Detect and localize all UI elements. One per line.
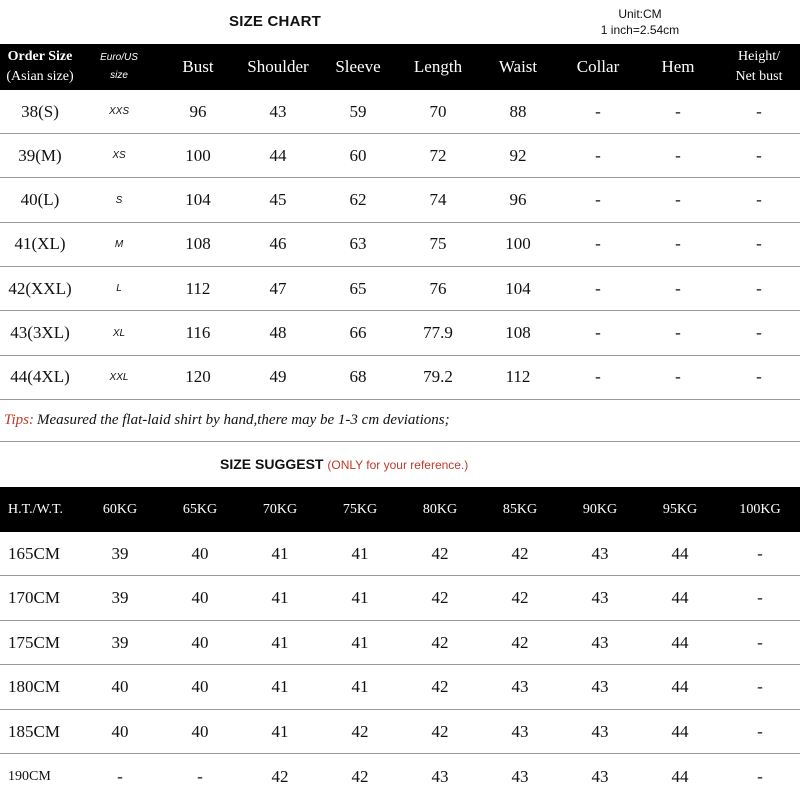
cell-shoulder: 47: [269, 278, 287, 298]
header-length: Length: [413, 57, 463, 76]
cell-size: 43: [591, 632, 609, 652]
cell-bust: 108: [185, 234, 211, 254]
cell-collar: -: [595, 323, 601, 342]
suggest-row: [0, 621, 800, 665]
cell-size: 43: [431, 766, 449, 786]
cell-size: 42: [511, 588, 529, 607]
cell-collar: -: [595, 145, 601, 165]
size-row: [0, 267, 800, 311]
header-hem: Hem: [661, 57, 695, 76]
suggest-row: [0, 710, 800, 754]
cell-height: -: [756, 234, 762, 254]
header-height-weight: H.T./W.T.: [8, 501, 63, 517]
cell-bust: 100: [185, 145, 211, 165]
cell-size: 42: [431, 677, 449, 696]
cell-size: 42: [271, 766, 289, 786]
cell-size: 40: [191, 588, 209, 607]
cell-shoulder: 48: [269, 323, 287, 342]
size-row: [0, 134, 800, 178]
tips-text: Measured the flat-laid shirt by hand,there may be 1-3 cm deviations;: [37, 411, 450, 428]
cell-size: 42: [351, 766, 369, 786]
cell-euro: XXS: [108, 106, 129, 117]
cell-size: 43: [511, 677, 529, 696]
cell-sleeve: 66: [349, 323, 367, 342]
cell-size: 44: [671, 543, 689, 563]
cell-size: -: [757, 721, 763, 741]
cell-size: -: [197, 766, 203, 786]
cell-sleeve: 63: [349, 234, 367, 254]
cell-waist: 112: [505, 367, 531, 387]
title-row: [0, 0, 800, 44]
cell-size: 43: [591, 588, 609, 607]
cell-collar: -: [595, 234, 601, 254]
cell-order: 41(XL): [14, 234, 66, 254]
cell-waist: 104: [505, 278, 531, 298]
cell-hem: -: [675, 234, 681, 254]
cell-height: 185CM: [8, 721, 60, 741]
cell-hem: -: [675, 101, 681, 121]
cell-height: -: [756, 278, 762, 298]
size-row: [0, 223, 800, 267]
size-row: [0, 179, 800, 223]
suggest-title-row: [0, 452, 800, 478]
header-weight-2: 65KG: [182, 501, 218, 517]
cell-hem: -: [675, 190, 681, 210]
cell-order: 44(4XL): [10, 367, 70, 387]
suggest-row: [0, 577, 800, 621]
cell-euro: XL: [112, 327, 126, 339]
cell-height: -: [756, 101, 762, 121]
cell-size: 43: [511, 766, 529, 786]
cell-size: 44: [671, 721, 689, 741]
cell-euro: M: [114, 238, 124, 250]
size-row: [0, 356, 800, 400]
cell-size: 40: [111, 677, 129, 696]
cell-length: 79.2: [423, 367, 453, 387]
header-collar: Collar: [576, 57, 620, 76]
header-weight-5: 80KG: [422, 501, 458, 517]
cell-size: 43: [591, 543, 609, 563]
cell-size: 40: [191, 677, 209, 696]
cell-size: 39: [111, 632, 129, 652]
cell-size: -: [757, 632, 763, 652]
cell-size: -: [757, 766, 763, 786]
cell-size: 43: [591, 766, 609, 786]
cell-sleeve: 68: [349, 367, 367, 387]
cell-length: 70: [429, 101, 447, 121]
cell-waist: 100: [505, 234, 531, 254]
suggest-row: [0, 666, 800, 710]
cell-height: -: [756, 323, 762, 342]
cell-size: 42: [351, 721, 369, 741]
cell-size: 43: [591, 677, 609, 696]
cell-size: 41: [351, 588, 369, 607]
inch-conversion: 1 inch=2.54cm: [600, 23, 680, 37]
header-weight-9: 100KG: [739, 501, 781, 517]
cell-size: 41: [271, 543, 289, 563]
cell-waist: 96: [509, 190, 527, 210]
cell-bust: 120: [185, 367, 211, 387]
cell-collar: -: [595, 278, 601, 298]
cell-height: 175CM: [8, 632, 60, 652]
unit-line: Unit:CM: [618, 7, 662, 21]
cell-waist: 88: [509, 101, 527, 121]
unit-info: [590, 6, 690, 38]
cell-size: 41: [271, 721, 289, 741]
cell-size: 41: [351, 632, 369, 652]
tips-label: Tips:: [4, 411, 35, 428]
cell-size: 39: [111, 543, 129, 563]
suggest-row: [0, 532, 800, 576]
header-weight-4: 75KG: [342, 501, 378, 517]
header-weight-1: 60KG: [102, 501, 138, 517]
header-weight-3: 70KG: [262, 501, 298, 517]
cell-size: 40: [191, 721, 209, 741]
cell-collar: -: [595, 367, 601, 387]
cell-bust: 112: [185, 278, 211, 298]
cell-order: 38(S): [21, 101, 59, 121]
header-weight-6: 85KG: [502, 501, 538, 517]
cell-order: 42(XXL): [8, 278, 72, 298]
cell-height: -: [756, 367, 762, 387]
cell-shoulder: 43: [269, 101, 287, 121]
header-shoulder: Shoulder: [247, 57, 309, 76]
cell-order: 40(L): [20, 190, 60, 210]
cell-order: 39(M): [18, 145, 62, 165]
cell-size: 44: [671, 632, 689, 652]
cell-length: 72: [429, 145, 447, 165]
header-euro-size: Euro/US size: [100, 52, 138, 81]
cell-size: 42: [431, 632, 449, 652]
cell-bust: 116: [185, 323, 211, 342]
cell-shoulder: 44: [269, 145, 287, 165]
cell-hem: -: [675, 145, 681, 165]
cell-length: 77.9: [423, 323, 453, 342]
cell-size: 41: [271, 632, 289, 652]
cell-size: -: [117, 766, 123, 786]
cell-euro: XXL: [109, 371, 129, 383]
cell-size: 41: [351, 677, 369, 696]
cell-height: -: [756, 145, 762, 165]
cell-shoulder: 45: [269, 190, 287, 210]
cell-size: 40: [191, 543, 209, 563]
header-weight-8: 95KG: [662, 501, 698, 517]
header-height: Height/ Net bust: [735, 49, 783, 84]
cell-shoulder: 49: [269, 367, 287, 387]
cell-euro: XS: [112, 150, 126, 162]
cell-size: -: [757, 588, 763, 607]
suggest-title: SIZE SUGGEST (ONLY for your reference.): [220, 456, 469, 472]
cell-size: 40: [191, 632, 209, 652]
header-bust: Bust: [182, 57, 214, 76]
cell-order: 43(3XL): [10, 323, 70, 342]
cell-size: 40: [111, 721, 129, 741]
cell-size: 43: [511, 721, 529, 741]
size-chart-header: [0, 44, 800, 90]
cell-size: 44: [671, 677, 689, 696]
cell-height: 165CM: [8, 543, 60, 563]
size-row: [0, 90, 800, 134]
chart-title: SIZE CHART: [229, 13, 321, 30]
cell-waist: 108: [505, 323, 531, 342]
cell-sleeve: 65: [349, 278, 367, 298]
cell-shoulder: 46: [269, 234, 287, 254]
cell-length: 75: [429, 234, 447, 254]
cell-size: 42: [431, 543, 449, 563]
cell-size: 42: [511, 632, 529, 652]
cell-collar: -: [595, 190, 601, 210]
tips-row: [0, 399, 800, 442]
cell-height: -: [756, 190, 762, 210]
cell-height: 170CM: [8, 588, 60, 607]
cell-size: 42: [511, 543, 529, 563]
cell-sleeve: 59: [349, 101, 367, 121]
cell-size: -: [757, 677, 763, 696]
cell-height: 190CM: [8, 768, 51, 784]
cell-size: 44: [671, 766, 689, 786]
cell-size: -: [757, 543, 763, 563]
cell-euro: S: [115, 194, 123, 206]
header-sleeve: Sleeve: [335, 57, 381, 76]
header-waist: Waist: [498, 57, 538, 76]
suggest-header: [0, 487, 800, 532]
cell-sleeve: 62: [349, 190, 367, 210]
cell-bust: 96: [189, 101, 207, 121]
cell-sleeve: 60: [349, 145, 367, 165]
suggest-note: (ONLY for your reference.): [327, 458, 469, 472]
cell-height: 180CM: [8, 677, 60, 696]
cell-euro: L: [116, 283, 122, 295]
cell-length: 76: [429, 278, 447, 298]
size-row: [0, 312, 800, 356]
header-weight-7: 90KG: [582, 501, 618, 517]
cell-size: 41: [271, 588, 289, 607]
cell-size: 39: [111, 588, 129, 607]
suggest-row: [0, 755, 800, 799]
cell-size: 41: [351, 543, 369, 563]
cell-bust: 104: [185, 190, 211, 210]
cell-size: 42: [431, 721, 449, 741]
cell-waist: 92: [509, 145, 527, 165]
cell-size: 44: [671, 588, 689, 607]
cell-hem: -: [675, 367, 681, 387]
header-order-size: Order Size (Asian size): [6, 49, 74, 84]
cell-size: 41: [271, 677, 289, 696]
cell-hem: -: [675, 323, 681, 342]
cell-hem: -: [675, 278, 681, 298]
cell-collar: -: [595, 101, 601, 121]
cell-size: 42: [431, 588, 449, 607]
cell-length: 74: [429, 190, 447, 210]
cell-size: 43: [591, 721, 609, 741]
